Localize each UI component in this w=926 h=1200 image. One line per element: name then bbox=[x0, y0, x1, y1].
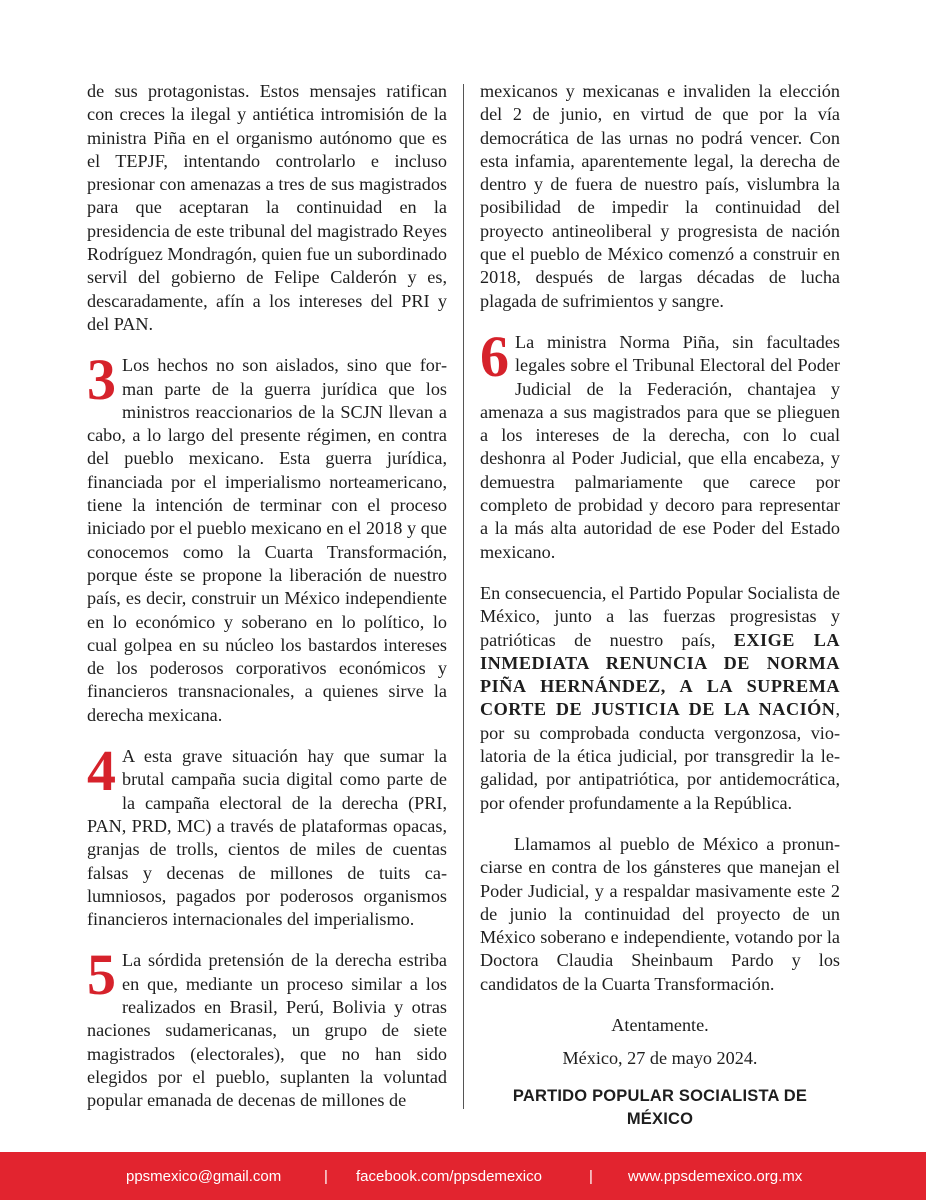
page-top-edge bbox=[0, 0, 926, 8]
demand-end: , por su comprobada conducta vergonzosa, violatoria de la ética judicial, por transgredir la legalidad, por antipatriótica, por antidemocrática, por ofender profundamente a la República. bbox=[480, 699, 840, 813]
place-date: México, 27 de mayo 2024. bbox=[562, 1048, 758, 1069]
paragraph-2-continuation: de sus protagonistas. Estos mensajes ratifican con creces la ilegal y antiética intromisión de la ministra Piña en el organismo autónomo que es el TEPJF, intentando controlarlo e incluso presionar con amenazas a tres de sus magistrados para que aceptaran la continuidad en la presidencia de este tribunal del magistrado Reyes Rodríguez Mondragón, quien fue un subordinado servil del gobierno de Felipe Calderón y es, descaradamente, afín a los intereses del PRI y del PAN. bbox=[87, 81, 447, 334]
footer-separator-1: | bbox=[324, 1168, 328, 1185]
paragraph-3-text: Los hechos no son aislados, sino que forman parte de la guerra jurídica que los ministros reaccionarios de la SCJN llevan a cabo, a lo largo del presente régimen, en contra del pueblo mexicano. Esta guerra jurídica, financiada por el imperialismo norteamericano, tiene la intención de terminar con el proceso iniciado por el pueblo mexicano en el 2018 y que conocemos como la Cuarta Transformación, porque éste se propone la liberación de nuestro país, es decir, construir un México independiente en lo económico y soberano en lo político, lo cual golpea en su núcleo los bastardos intereses de los poderosos corporativos económicos y financieros transnacionales, a quienes sirve la derecha mexicana. bbox=[87, 355, 447, 725]
dropcap-6: 6 bbox=[480, 323, 509, 389]
paragraph-3 bbox=[87, 347, 447, 727]
paragraph-demand bbox=[480, 582, 840, 815]
demand-bold: EXIGE LA INMEDIATA RENUNCIA DE NORMA PIÑA HERNÁNDEZ, A LA SUPREMA CORTE DE JUSTICIA DE LA NACIÓN bbox=[480, 629, 840, 720]
paragraph-5-text: La sórdida pretensión de la derecha estriba en que, mediante un proceso similar a los realizados en Brasil, Perú, Bolivia y otras naciones sudamericanas, un grupo de siete magistrados (electorales), que no han sido elegidos por el pueblo, suplanten la voluntad popular emanada de decenas de millones de bbox=[87, 950, 447, 1111]
footer-facebook[interactable]: facebook.com/ppsdemexico bbox=[356, 1168, 542, 1185]
dropcap-4: 4 bbox=[87, 738, 116, 804]
closing: Atentamente. bbox=[611, 1014, 709, 1035]
paragraph-4 bbox=[87, 738, 447, 931]
signature-block bbox=[480, 1014, 840, 1131]
dropcap-3: 3 bbox=[87, 347, 116, 413]
footer-website[interactable]: www.ppsdemexico.org.mx bbox=[628, 1168, 803, 1185]
paragraph-4-text: A esta grave situación hay que sumar la brutal campaña sucia digital como parte de la campaña electoral de la derecha (PRI, PAN, PRD, MC) a través de plataformas opacas, granjas de trolls, cientos de miles de cuentas falsas y decenas de millones de tuits calumniosos, pagados por poderosos organismos financieros internacionales del imperialismo. bbox=[87, 746, 447, 930]
left-column bbox=[87, 80, 447, 1130]
footer-email[interactable]: ppsmexico@gmail.com bbox=[126, 1168, 282, 1185]
footer-separator-2: | bbox=[589, 1168, 593, 1185]
dropcap-5: 5 bbox=[87, 942, 116, 1008]
paragraph-5 bbox=[87, 942, 447, 1112]
footer-bar bbox=[0, 1152, 926, 1200]
paragraph-5-continuation: mexicanos y mexicanas e invaliden la elección del 2 de junio, en virtud de que por la vía democrática de las urnas no podrá vencer. Con esta infamia, aparentemente legal, la derecha de dentro y de fuera de nuestro país, vislumbra la posibilidad de impedir la continuidad del proyecto antineoliberal y progresista de nación que el pueblo de México comenzó a construir en 2018, después de largas décadas de lucha plagada de sufrimientos y sangre. bbox=[480, 81, 840, 311]
column-divider bbox=[463, 84, 464, 1109]
paragraph-6-text: La ministra Norma Piña, sin facultades legales sobre el Tribunal Electoral del Poder Judicial de la Federación, chantajea y amenaza a sus magistrados para que se plieguen a los intereses de la derecha, con lo cual deshonra al Poder Judicial, que ella encabeza, y demuestra palmariamente que carece por completo de probidad y decoro para representar a la más alta autoridad de ese Poder del Estado mexicano. bbox=[480, 331, 840, 562]
right-column bbox=[480, 80, 840, 1131]
paragraph-call: Llamamos al pueblo de México a pronunciarse en contra de los gánsteres que manejan el Poder Judicial, y a respaldar masivamente este 2 de junio la continuidad del proyecto de un México soberano e independiente, votando por la Doctora Claudia Sheinbaum Pardo y los candidatos de la Cuarta Transformación. bbox=[480, 833, 840, 994]
party-name: PARTIDO POPULAR SOCIALISTA DE MÉXICO bbox=[512, 1086, 808, 1128]
paragraph-6 bbox=[480, 323, 840, 564]
demand-intro: En consecuencia, el Partido Popular Socialista de México, junto a las fuerzas progresistas y patrióticas de nuestro país, bbox=[480, 582, 840, 650]
